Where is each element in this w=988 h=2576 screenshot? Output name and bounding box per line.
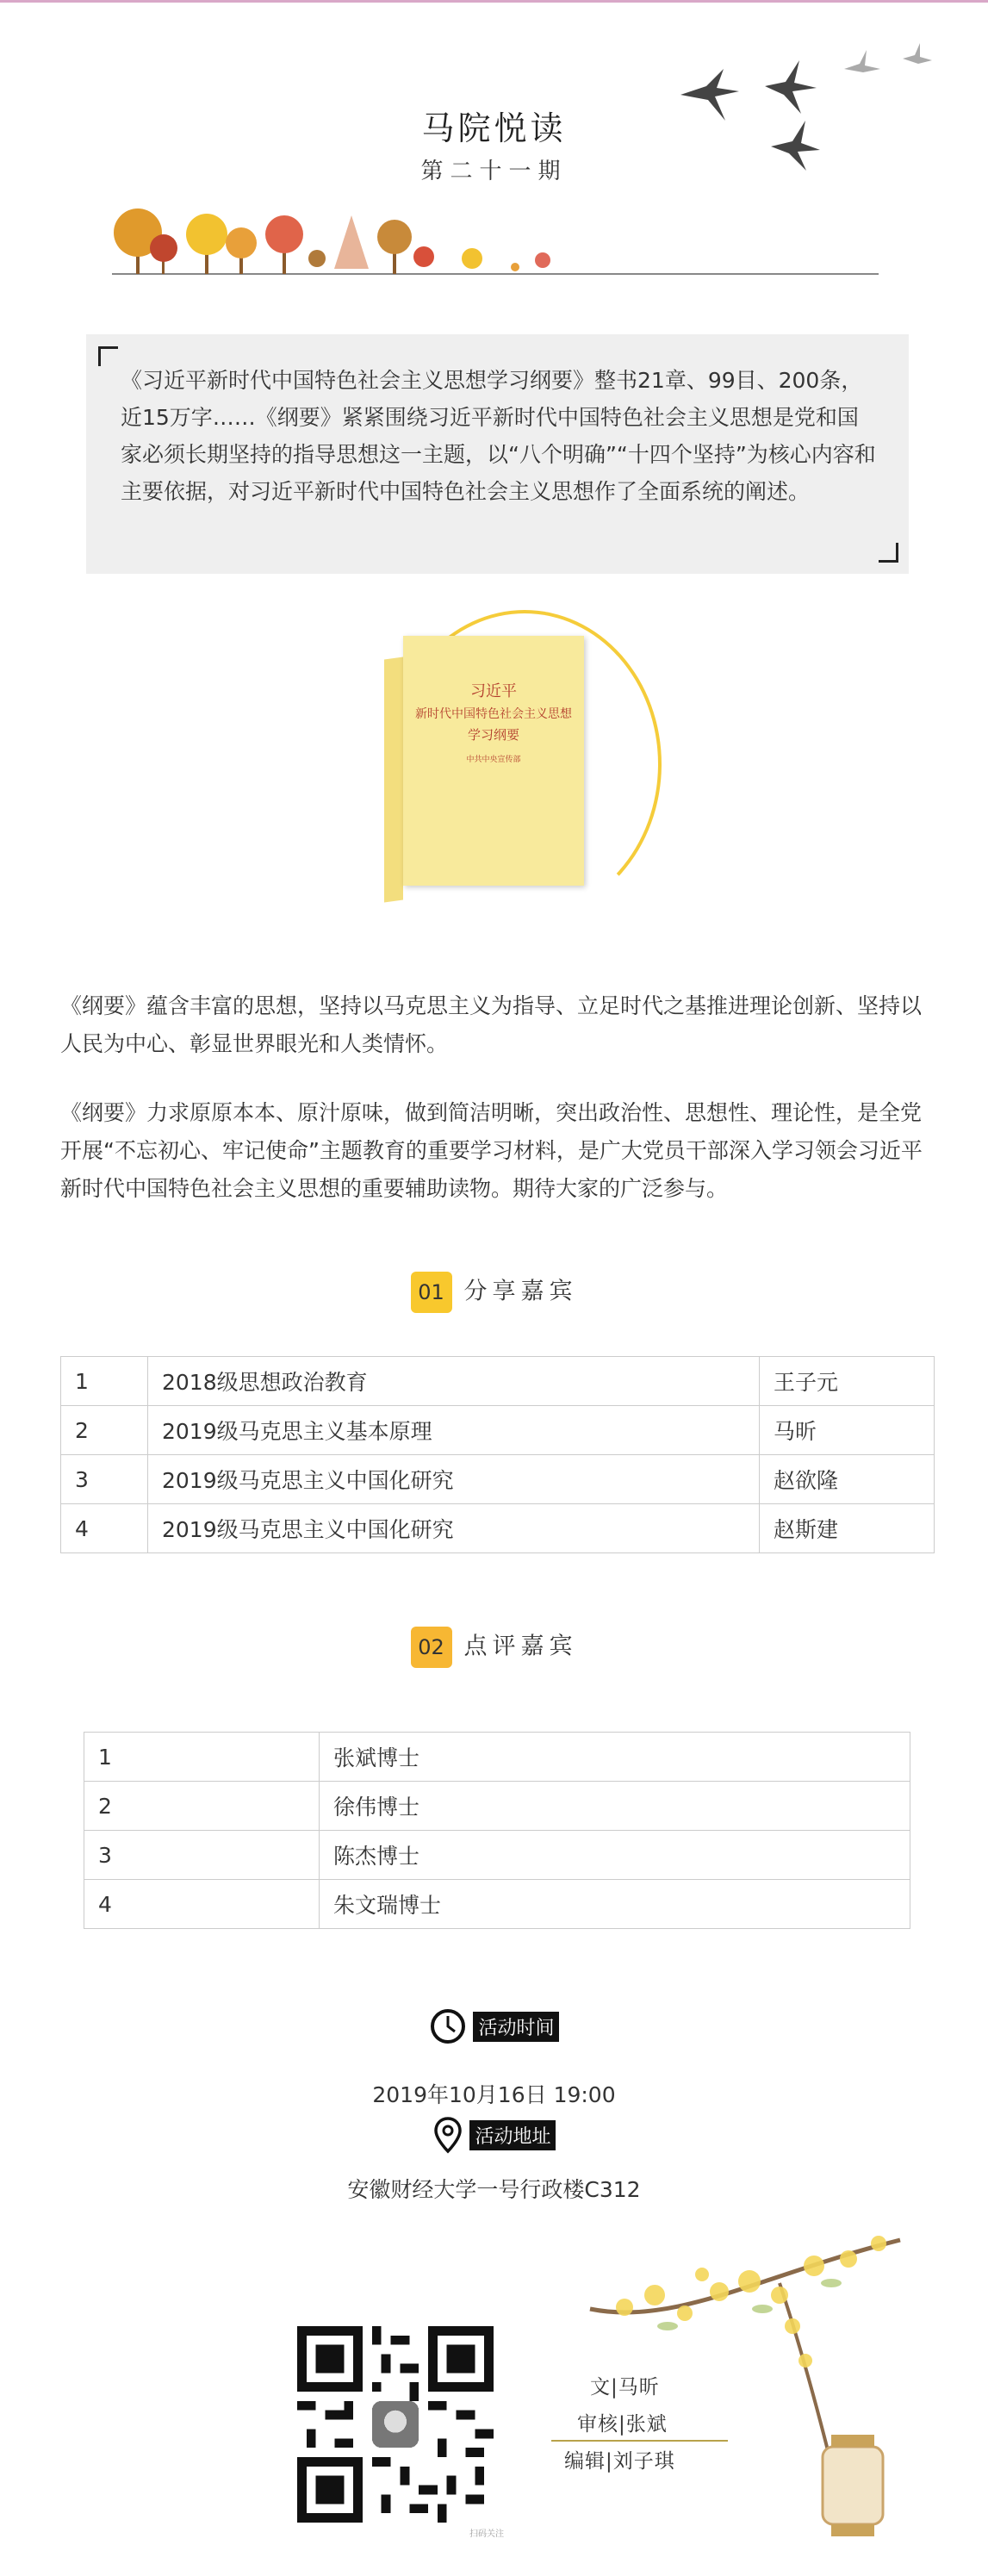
table-row — [61, 1455, 935, 1504]
page-title: 马院悦读 — [421, 109, 567, 147]
book-cover-image — [362, 610, 655, 920]
guest-name: 赵斯建 — [760, 1504, 935, 1553]
guest-major: 2019级马克思主义中国化研究 — [148, 1455, 760, 1504]
table-row — [84, 1831, 910, 1880]
row-number: 1 — [61, 1357, 148, 1406]
table-row — [61, 1504, 935, 1553]
qr-code-image — [297, 2326, 494, 2523]
review-guests-table — [84, 1732, 910, 1929]
place-label-row — [0, 2116, 988, 2154]
row-number: 3 — [84, 1831, 320, 1880]
section-review-heading — [0, 1627, 988, 1668]
place-label: 活动地址 — [469, 2120, 556, 2150]
table-row — [84, 1733, 910, 1782]
credit-reviewer: 审核|张斌 — [577, 2413, 668, 2436]
section-number-badge: 02 — [411, 1627, 452, 1668]
time-label-row — [0, 2007, 988, 2045]
book-author: 习近平 — [470, 682, 517, 700]
credit-editor: 编辑|刘子琪 — [564, 2450, 675, 2473]
guest-major: 2019级马克思主义基本原理 — [148, 1406, 760, 1455]
quote-corner-bottom-right — [879, 543, 898, 563]
time-label: 活动时间 — [473, 2012, 559, 2042]
section-title: 点评嘉宾 — [463, 1633, 578, 1660]
intro-quote-text: 《习近平新时代中国特色社会主义思想学习纲要》整书21章、99目、200条，近15万字……《纲要》紧紧围绕习近平新时代中国特色社会主义思想是党和国家必须长期坚持的指导思想这一主题，以“八个明确”“十四个坚持”为核心内容和主要依据，对习近平新时代中国特色社会主义思想作了全面系统的阐述。 — [121, 368, 876, 504]
share-guests-table — [60, 1356, 935, 1553]
table-row — [61, 1406, 935, 1455]
body-paragraph-1: 《纲要》蕴含丰富的思想，坚持以马克思主义为指导、立足时代之基推进理论创新、坚持以人民为中心、彰显世界眼光和人类情怀。 — [60, 993, 923, 1056]
event-time: 2019年10月16日 19:00 — [372, 2082, 616, 2107]
location-pin-icon — [432, 2116, 463, 2154]
guest-name: 马昕 — [760, 1406, 935, 1455]
trees-illustration — [112, 198, 887, 284]
book-publisher: 中共中央宣传部 — [466, 756, 521, 764]
guest-major: 2019级马克思主义中国化研究 — [148, 1504, 760, 1553]
row-number: 2 — [61, 1406, 148, 1455]
guest-name: 王子元 — [760, 1357, 935, 1406]
row-number: 3 — [61, 1455, 148, 1504]
section-title: 分享嘉宾 — [463, 1278, 578, 1305]
clock-icon — [429, 2007, 467, 2045]
event-place: 安徽财经大学一号行政楼C312 — [347, 2177, 641, 2202]
qr-code[interactable] — [297, 2326, 494, 2523]
quote-corner-top-left — [98, 346, 118, 366]
reviewer-name: 张斌博士 — [320, 1733, 910, 1782]
reviewer-name: 朱文瑞博士 — [320, 1880, 910, 1929]
reviewer-name: 徐伟博士 — [320, 1782, 910, 1831]
reviewer-name: 陈杰博士 — [320, 1831, 910, 1880]
section-number-badge: 01 — [411, 1272, 452, 1313]
book-title-line2: 学习纲要 — [467, 727, 519, 743]
issue-number: 第二十一期 — [420, 159, 568, 184]
row-number: 2 — [84, 1782, 320, 1831]
table-row — [84, 1782, 910, 1831]
credit-divider — [551, 2440, 728, 2442]
guest-name: 赵欲隆 — [760, 1455, 935, 1504]
body-paragraph-2: 《纲要》力求原原本本、原汁原味，做到简洁明晰，突出政治性、思想性、理论性，是全党开展“不忘初心、牢记使命”主题教育的重要学习材料，是广大党员干部深入学习领会习近平新时代中国特色社会主义思想的重要辅助读物。期待大家的广泛参与。 — [60, 1100, 923, 1201]
top-border — [0, 0, 988, 3]
table-row — [61, 1357, 935, 1406]
credit-writer: 文|马昕 — [590, 2376, 660, 2399]
row-number: 1 — [84, 1733, 320, 1782]
row-number: 4 — [61, 1504, 148, 1553]
guest-major: 2018级思想政治教育 — [148, 1357, 760, 1406]
section-share-heading — [0, 1272, 988, 1313]
table-row — [84, 1880, 910, 1929]
book-title-line1: 新时代中国特色社会主义思想 — [415, 707, 572, 721]
qr-caption: 扫码关注 — [469, 2529, 504, 2539]
row-number: 4 — [84, 1880, 320, 1929]
